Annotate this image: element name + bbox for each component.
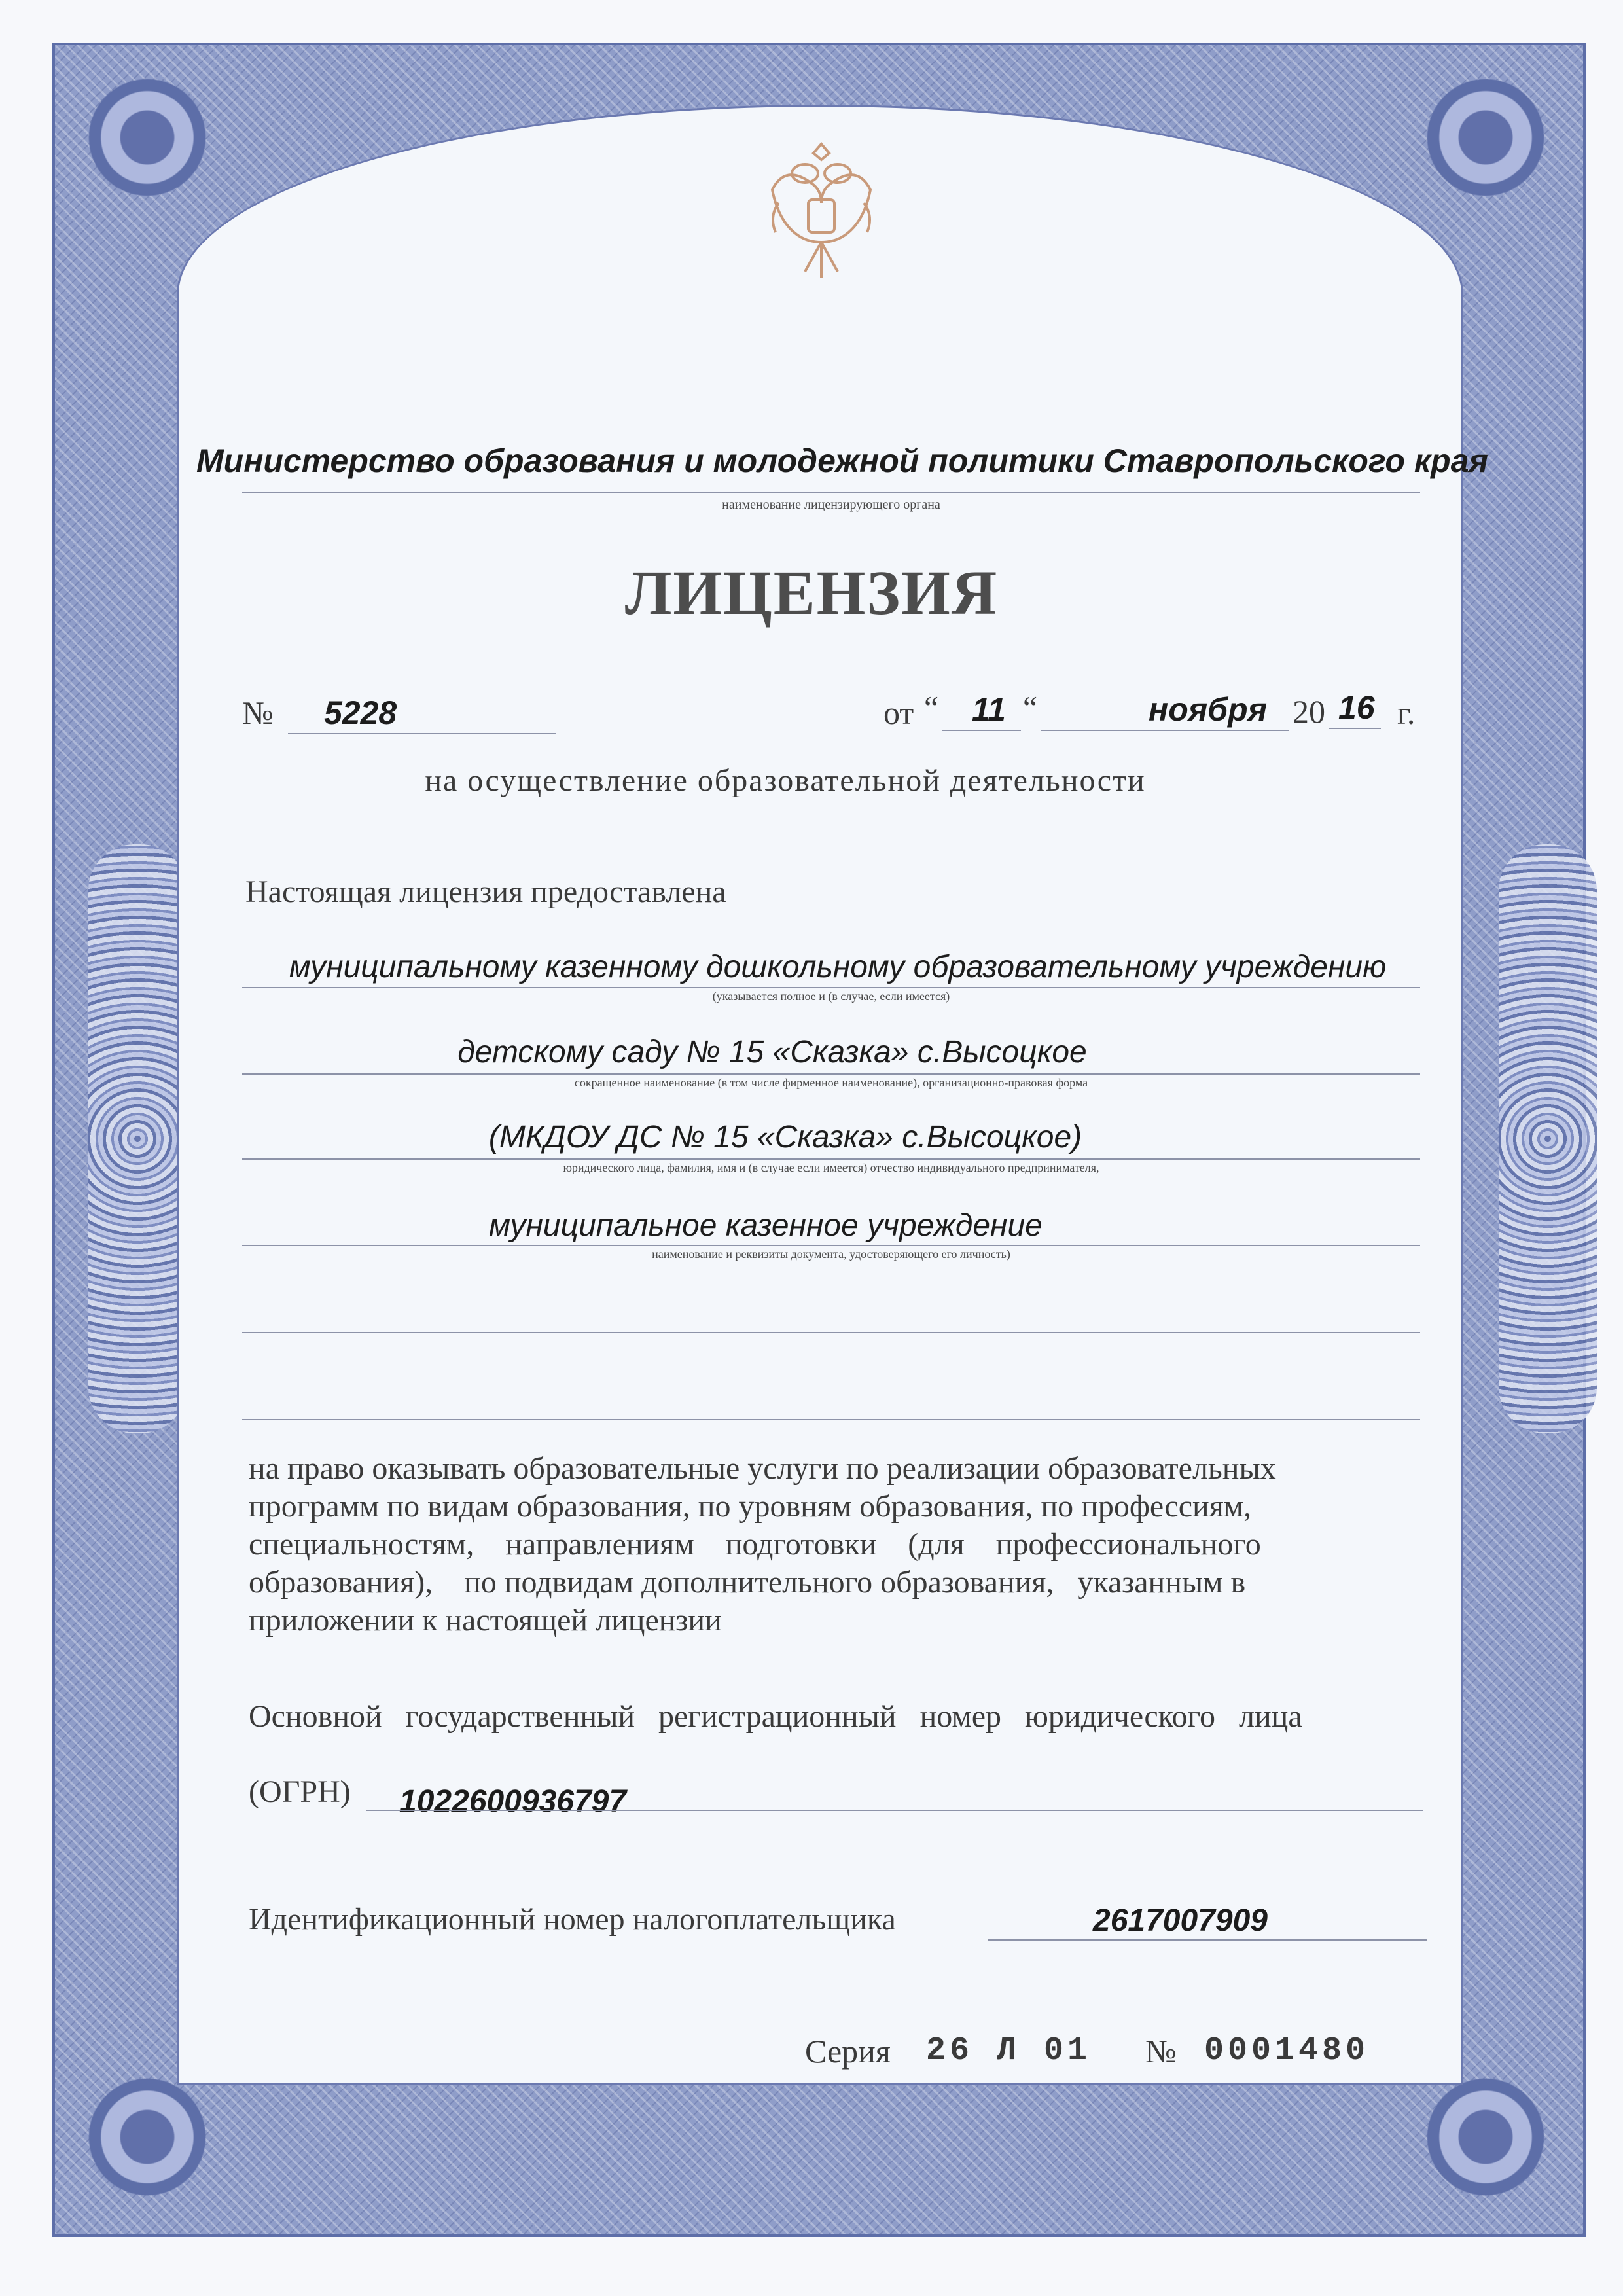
day-underline [942, 730, 1021, 731]
inn-underline [988, 1939, 1427, 1941]
document-paper [177, 105, 1463, 2085]
entity-line-3-underline [242, 1158, 1420, 1160]
entity-line-4-underline [242, 1245, 1420, 1246]
date-year-prefix: 20 [1293, 693, 1325, 730]
ogrn-underline [366, 1810, 1423, 1811]
date-close-quote: “ [1023, 689, 1038, 726]
entity-caption-2: сокращенное наименование (в том числе фирменное наименование), организационно-правовая форма [574, 1076, 1088, 1089]
entity-line-1-underline [242, 987, 1420, 988]
rights-line: образования), по подвидам дополнительного образования, указанным в [249, 1565, 1246, 1600]
ogrn-short-label: (ОГРН) [249, 1774, 351, 1809]
series-value: 26 Л 01 [926, 2032, 1092, 2070]
rights-line: программ по видам образования, по уровням образования, по профессиям, [249, 1489, 1252, 1524]
date-prefix: от [883, 694, 914, 731]
authority-underline [242, 492, 1420, 493]
license-purpose: на осуществление образовательной деятельности [425, 763, 1146, 798]
authority-name: Министерство образования и молодежной политики Ставропольского края [196, 442, 1488, 479]
series-number-sign: № [1145, 2033, 1177, 2070]
entity-line-2: детскому саду № 15 «Сказка» с.Высоцкое [457, 1035, 1087, 1069]
ogrn-label: Основной государственный регистрационный номер юридического лица [249, 1699, 1302, 1734]
page-title: ЛИЦЕНЗИЯ [624, 558, 999, 628]
series-label: Серия [805, 2033, 891, 2070]
authority-caption: наименование лицензирующего органа [722, 497, 940, 512]
entity-line-2-underline [242, 1073, 1420, 1075]
date-year: 16 [1338, 689, 1375, 726]
entity-caption-4: наименование и реквизиты документа, удостоверяющего его личность) [652, 1247, 1010, 1261]
inn-value: 2617007909 [1093, 1903, 1268, 1938]
rights-line: специальностям, направлениям подготовки (для профессионального [249, 1527, 1261, 1562]
ornament-right [1499, 844, 1597, 1433]
coat-of-arms-icon [759, 137, 883, 288]
blank-line-1 [242, 1332, 1420, 1333]
ornament-top-left [62, 52, 232, 223]
entity-line-1: муниципальному казенному дошкольному образовательному учреждению [289, 950, 1387, 984]
blank-line-2 [242, 1419, 1420, 1420]
month-underline [1041, 730, 1289, 731]
series-number: 0001480 [1204, 2032, 1370, 2070]
rights-line: на право оказывать образовательные услуги по реализации образовательных [249, 1451, 1276, 1486]
inn-label: Идентификационный номер налогоплательщика [249, 1902, 896, 1937]
date-month: ноября [1149, 691, 1268, 728]
rights-paragraph [249, 1450, 1427, 1640]
ogrn-value: 1022600936797 [399, 1784, 627, 1819]
granted-label: Настоящая лицензия предоставлена [245, 874, 726, 909]
date-year-unit: г. [1397, 694, 1416, 731]
number-sign: № [242, 694, 274, 731]
date-open-quote: “ [924, 689, 939, 726]
year-underline [1329, 728, 1381, 729]
license-number: 5228 [324, 694, 397, 731]
entity-caption-3: юридического лица, фамилия, имя и (в случае если имеется) отчество индивидуального предпринимателя, [563, 1161, 1099, 1174]
date-day: 11 [972, 691, 1006, 728]
entity-caption-1: (указывается полное и (в случае, если имеется) [712, 990, 950, 1003]
entity-line-3: (МКДОУ ДС № 15 «Сказка» с.Высоцкое) [488, 1120, 1082, 1155]
ornament-left [88, 844, 187, 1433]
ornament-top-right [1400, 52, 1571, 223]
rights-line: приложении к настоящей лицензии [249, 1603, 722, 1638]
entity-line-4: муниципальное казенное учреждение [489, 1208, 1043, 1243]
number-underline [288, 733, 556, 734]
